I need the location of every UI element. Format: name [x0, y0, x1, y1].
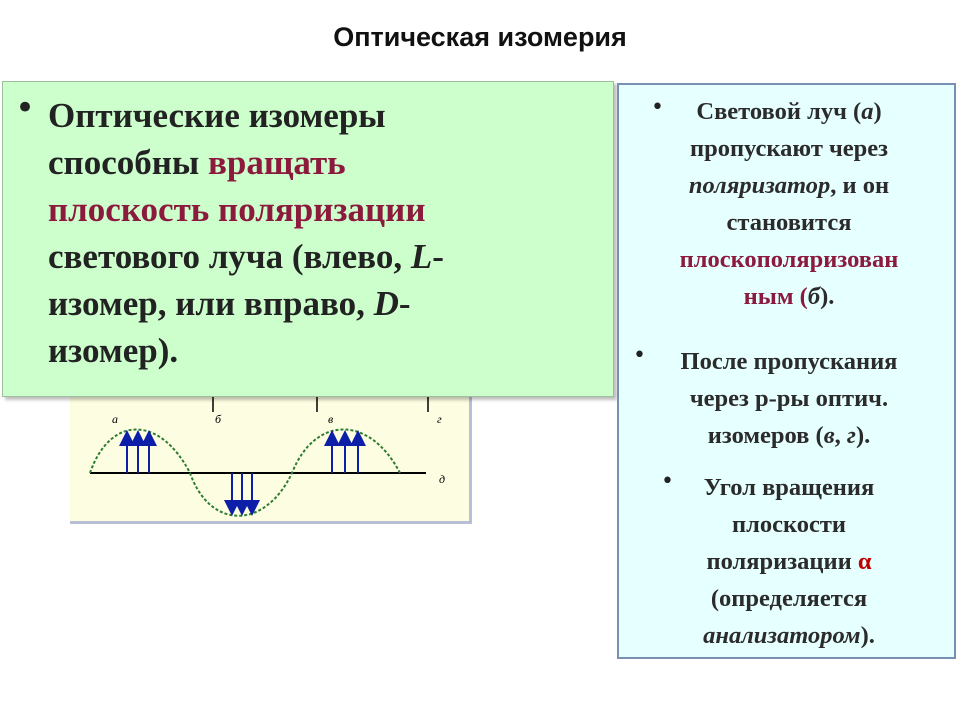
bullet-icon: •	[633, 343, 646, 368]
explanation-box	[617, 83, 956, 659]
label-b: б	[215, 412, 222, 426]
main-statement-text: Оптические изомеры способны вращать плоскость поляризации светового луча (влево, L- изомер, или вправо, D- изомер).	[48, 96, 444, 370]
main-statement-box	[2, 81, 614, 397]
explanation-item-3: • Угол вращения плоскости поляризации α (определяется анализатором).	[661, 469, 875, 649]
bullet-icon: •	[15, 88, 36, 128]
explanation-item-1: • Световой луч (а) пропускают через поляризатор, и он становится плоскополяризован ным (б).	[651, 95, 899, 310]
alpha-symbol: α	[857, 548, 872, 575]
bullet-icon: •	[651, 95, 664, 120]
explanation-item-2: • После пропускания через р-ры оптич. изомеров (в, г).	[633, 343, 898, 449]
slide-title: Оптическая изомерия	[333, 22, 627, 52]
label-g: г	[437, 412, 442, 426]
label-v: в	[328, 412, 334, 426]
label-a: а	[112, 412, 118, 426]
bullet-icon: •	[661, 469, 674, 494]
label-d: д	[439, 472, 446, 486]
